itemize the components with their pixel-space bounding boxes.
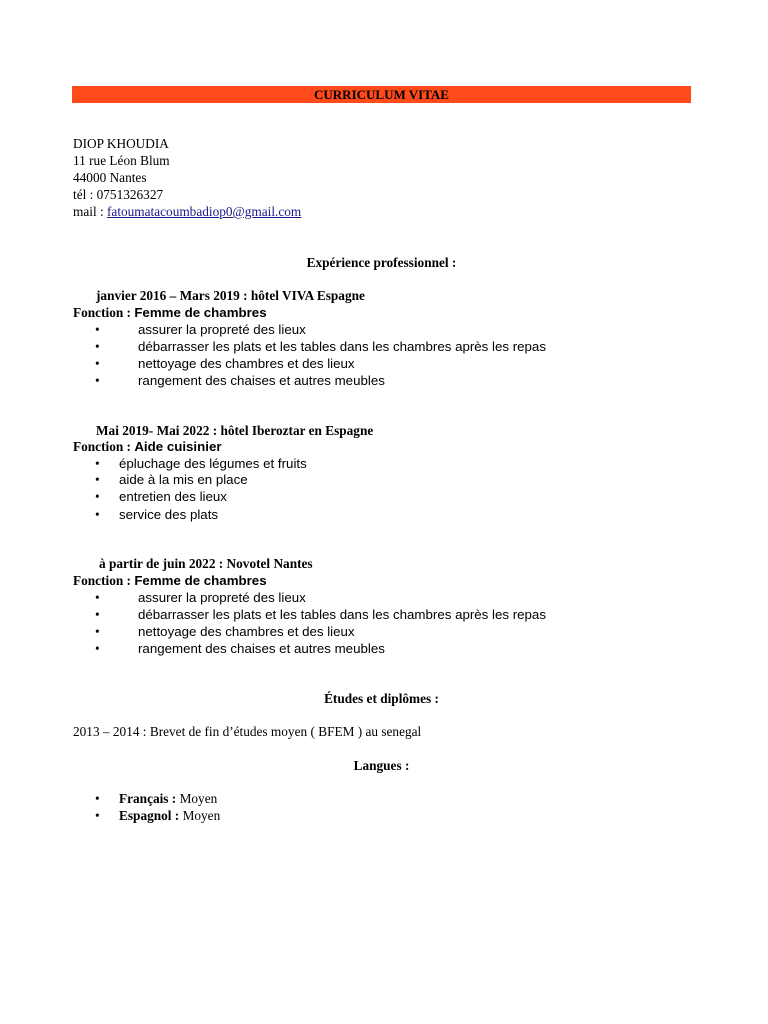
task-text: service des plats (119, 507, 219, 522)
job-fonction (73, 304, 267, 321)
task-text: aide à la mis en place (119, 472, 248, 487)
fonction-value: Femme de chambres (134, 573, 267, 588)
bullet-icon: • (95, 791, 100, 806)
bullet-icon: • (95, 339, 100, 354)
bullet-icon: • (95, 322, 100, 337)
job-fonction (73, 438, 222, 455)
bullet-icon: • (95, 472, 100, 487)
experience-heading: Expérience professionnel : (306, 255, 457, 270)
contact-mail-link[interactable]: fatoumatacoumbadiop0@gmail.com (106, 204, 302, 219)
fonction-value: Aide cuisinier (134, 439, 222, 454)
task-text: débarrasser les plats et les tables dans les chambres après les repas (138, 339, 546, 354)
task-text: rangement des chaises et autres meubles (138, 373, 385, 388)
fonction-value: Femme de chambres (134, 305, 267, 320)
fonction-label: Fonction : (73, 305, 135, 320)
job-period: à partir de juin 2022 : Novotel Nantes (99, 556, 313, 571)
cv-title-banner: CURRICULUM VITAE (72, 86, 691, 103)
languages-heading: Langues : (353, 758, 410, 773)
bullet-icon: • (95, 624, 100, 639)
contact-name: DIOP KHOUDIA (73, 136, 169, 151)
language-name: Espagnol : (119, 808, 183, 823)
language-level: Moyen (182, 808, 221, 823)
bullet-icon: • (95, 607, 100, 622)
job-period: janvier 2016 – Mars 2019 : hôtel VIVA Espagne (96, 288, 365, 303)
contact-city: 44000 Nantes (73, 170, 147, 185)
task-text: entretien des lieux (119, 489, 227, 504)
task-text: débarrasser les plats et les tables dans les chambres après les repas (138, 607, 546, 622)
bullet-icon: • (95, 356, 100, 371)
bullet-icon: • (95, 641, 100, 656)
education-heading: Études et diplômes : (324, 691, 439, 706)
contact-phone: tél : 0751326327 (73, 187, 164, 202)
language-name: Français : (119, 791, 180, 806)
bullet-icon: • (95, 590, 100, 605)
contact-mail-line (73, 203, 301, 220)
bullet-icon: • (95, 489, 100, 504)
task-text: assurer la propreté des lieux (138, 590, 306, 605)
bullet-icon: • (95, 456, 100, 471)
fonction-label: Fonction : (73, 573, 135, 588)
fonction-label: Fonction : (73, 439, 135, 454)
job-fonction (73, 572, 267, 589)
education-entry: 2013 – 2014 : Brevet de fin d’études moyen ( BFEM ) au senegal (73, 724, 422, 739)
language-level: Moyen (179, 791, 218, 806)
job-period: Mai 2019- Mai 2022 : hôtel Iberoztar en Espagne (96, 423, 374, 438)
bullet-icon: • (95, 373, 100, 388)
contact-mail-label: mail : (73, 204, 107, 219)
task-text: nettoyage des chambres et des lieux (138, 356, 355, 371)
contact-address: 11 rue Léon Blum (73, 153, 170, 168)
task-text: épluchage des légumes et fruits (119, 456, 307, 471)
bullet-icon: • (95, 507, 100, 522)
task-text: nettoyage des chambres et des lieux (138, 624, 355, 639)
task-text: assurer la propreté des lieux (138, 322, 306, 337)
task-text: rangement des chaises et autres meubles (138, 641, 385, 656)
bullet-icon: • (95, 808, 100, 823)
